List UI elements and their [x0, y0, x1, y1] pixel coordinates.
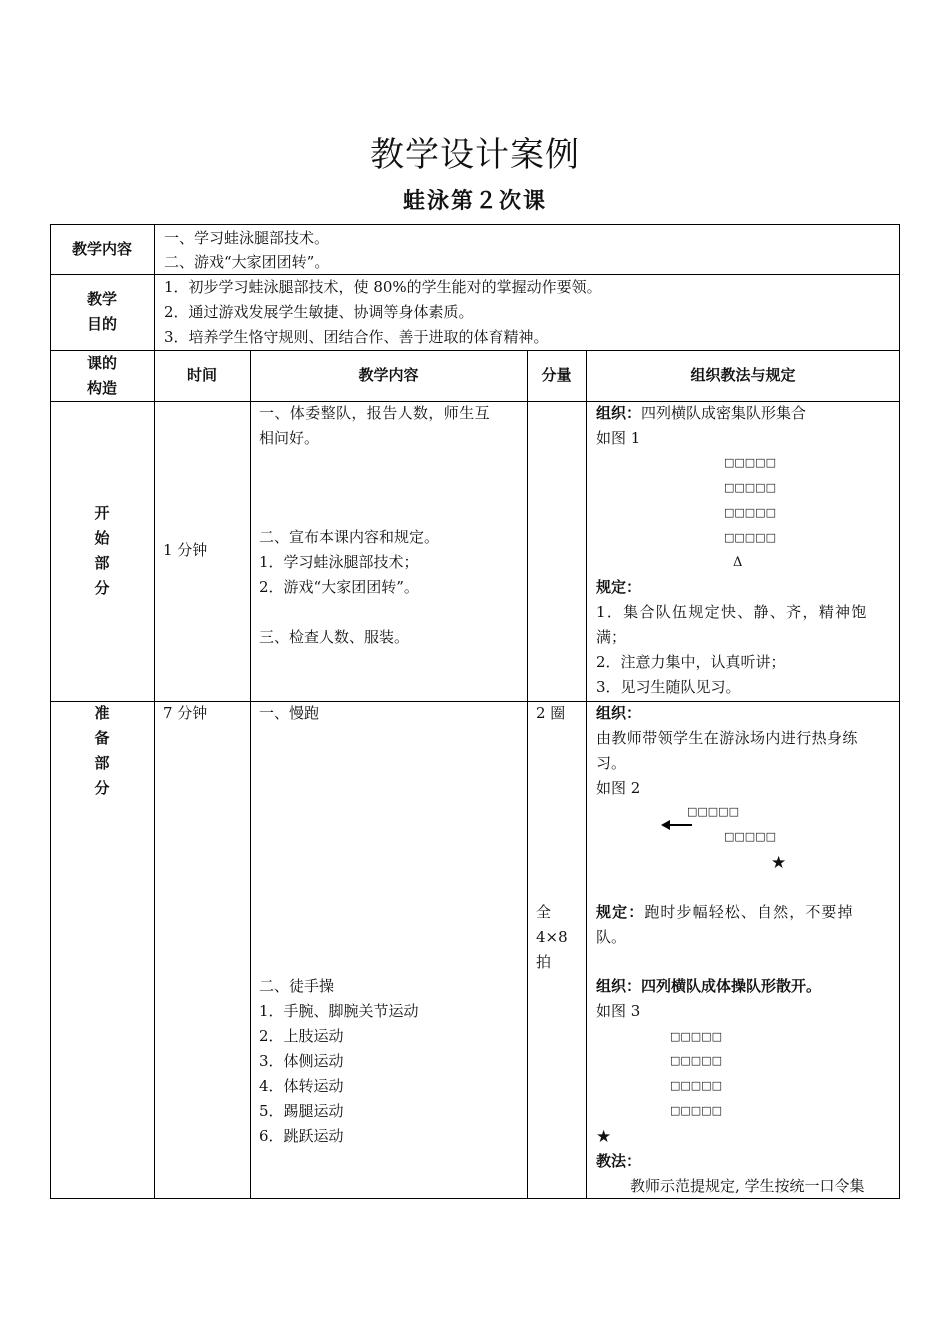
start-time: 1 分钟: [163, 541, 208, 559]
rule-line: 2．注意力集中，认真听讲；: [596, 653, 786, 671]
goal-label: 目的: [86, 315, 117, 333]
document-title: 教学设计案例: [370, 135, 580, 175]
start-content-line: 三、检查人数、服装。: [259, 628, 410, 646]
header-time: 时间: [186, 366, 217, 384]
prep-content-line: 二、徒手操: [259, 977, 335, 995]
formation-row: □□□□□: [724, 830, 776, 843]
teacher-marker-icon: Δ: [733, 555, 743, 570]
amount-gym: 4×8: [536, 928, 568, 946]
rules-text: 队。: [596, 928, 627, 946]
prep-content-line: 一、慢跑: [259, 704, 320, 722]
exercise-item: 3．体侧运动: [259, 1052, 344, 1070]
rule-line: 1．集合队伍规定快、静、齐，精神饱: [596, 603, 868, 621]
content-line: 一、学习蛙泳腿部技术。: [164, 229, 330, 247]
goal-label: 教学: [86, 290, 117, 308]
exercise-item: 1．手腕、脚腕关节运动: [259, 1002, 419, 1020]
header-method: 组织教法与规定: [690, 366, 796, 384]
figure-caption: 如图 3: [596, 1002, 641, 1020]
formation-row: □□□□□: [670, 1054, 722, 1067]
formation-row: □□□□□: [724, 506, 776, 519]
figure-caption: 如图 2: [596, 779, 641, 797]
formation-row: □□□□□: [724, 456, 776, 469]
part-char: 备: [94, 729, 110, 747]
org-text: 习。: [596, 754, 627, 772]
start-content-line: 一、体委整队，报告人数，师生互: [259, 404, 491, 422]
figure-caption: 如图 1: [596, 429, 641, 447]
part-char: 始: [94, 529, 110, 547]
row-divider: [50, 350, 900, 351]
column-divider: [586, 350, 587, 1199]
org-text: 四列横队成密集队形集合: [641, 404, 807, 422]
content-line: 二、游戏“大家团团转”。: [164, 253, 330, 271]
start-org: [596, 401, 806, 426]
teach-text: 教师示范提规定, 学生按统一口令集: [630, 1177, 865, 1195]
exercise-item: 5．踢腿运动: [259, 1102, 344, 1120]
goal-line: 1．初步学习蛙泳腿部技术，使 80%的学生能对的掌握动作要领。: [164, 278, 602, 296]
column-divider: [250, 350, 251, 1199]
formation-row: □□□□□: [724, 481, 776, 494]
start-content-line: 二、宣布本课内容和规定。: [259, 528, 440, 546]
rules-label: 规定：: [596, 578, 642, 596]
rule-line: 满；: [596, 628, 627, 646]
column-divider: [527, 350, 528, 1199]
part-char: 分: [94, 579, 110, 597]
exercise-item: 2．上肢运动: [259, 1027, 344, 1045]
goal-line: 3．培养学生恪守规则、团结合作、善于进取的体育精神。: [164, 328, 549, 346]
formation-row: □□□□□: [687, 805, 739, 818]
org-label: 组织：: [596, 704, 642, 722]
start-content-line: 相问好。: [259, 429, 320, 447]
amount-run: 2 圈: [536, 704, 566, 722]
star-icon: ★: [771, 853, 787, 873]
rules-text: 跑时步幅轻松、自然，不要掉: [644, 903, 854, 921]
prep-time: 7 分钟: [163, 704, 208, 722]
formation-row: □□□□□: [670, 1079, 722, 1092]
header-content: 教学内容: [358, 366, 419, 384]
part-char: 分: [94, 779, 110, 797]
org-label: 组织：: [596, 404, 642, 422]
part-char: 准: [94, 704, 110, 722]
rules-line: [596, 900, 854, 925]
amount-gym: 全: [536, 903, 552, 921]
rule-line: 3．见习生随队见习。: [596, 678, 741, 696]
part-char: 开: [94, 504, 110, 522]
header-structure: 构造: [86, 379, 117, 397]
part-char: 部: [94, 554, 110, 572]
formation-row: □□□□□: [724, 531, 776, 544]
start-content-line: 2．游戏“大家团团转”。: [259, 578, 419, 596]
content-label: 教学内容: [71, 240, 132, 258]
exercise-item: 4．体转运动: [259, 1077, 344, 1095]
rules-label: 规定：: [596, 903, 645, 921]
formation-row: □□□□□: [670, 1104, 722, 1117]
document-subtitle: 蛙泳第２次课: [402, 188, 547, 214]
amount-gym: 拍: [536, 953, 552, 971]
org2: 组织：四列横队成体操队形散开。: [596, 977, 822, 995]
goal-line: 2．通过游戏发展学生敏捷、协调等身体素质。: [164, 303, 474, 321]
org-text: 由教师带领学生在游泳场内进行热身练: [596, 729, 858, 747]
exercise-item: 6．跳跃运动: [259, 1127, 344, 1145]
formation-row: □□□□□: [670, 1030, 722, 1043]
start-content-line: 1．学习蛙泳腿部技术；: [259, 553, 419, 571]
part-char: 部: [94, 754, 110, 772]
star-icon: ★: [596, 1127, 612, 1147]
header-structure: 课的: [86, 354, 117, 372]
header-amount: 分量: [541, 366, 572, 384]
teach-label: 教法：: [596, 1152, 642, 1170]
